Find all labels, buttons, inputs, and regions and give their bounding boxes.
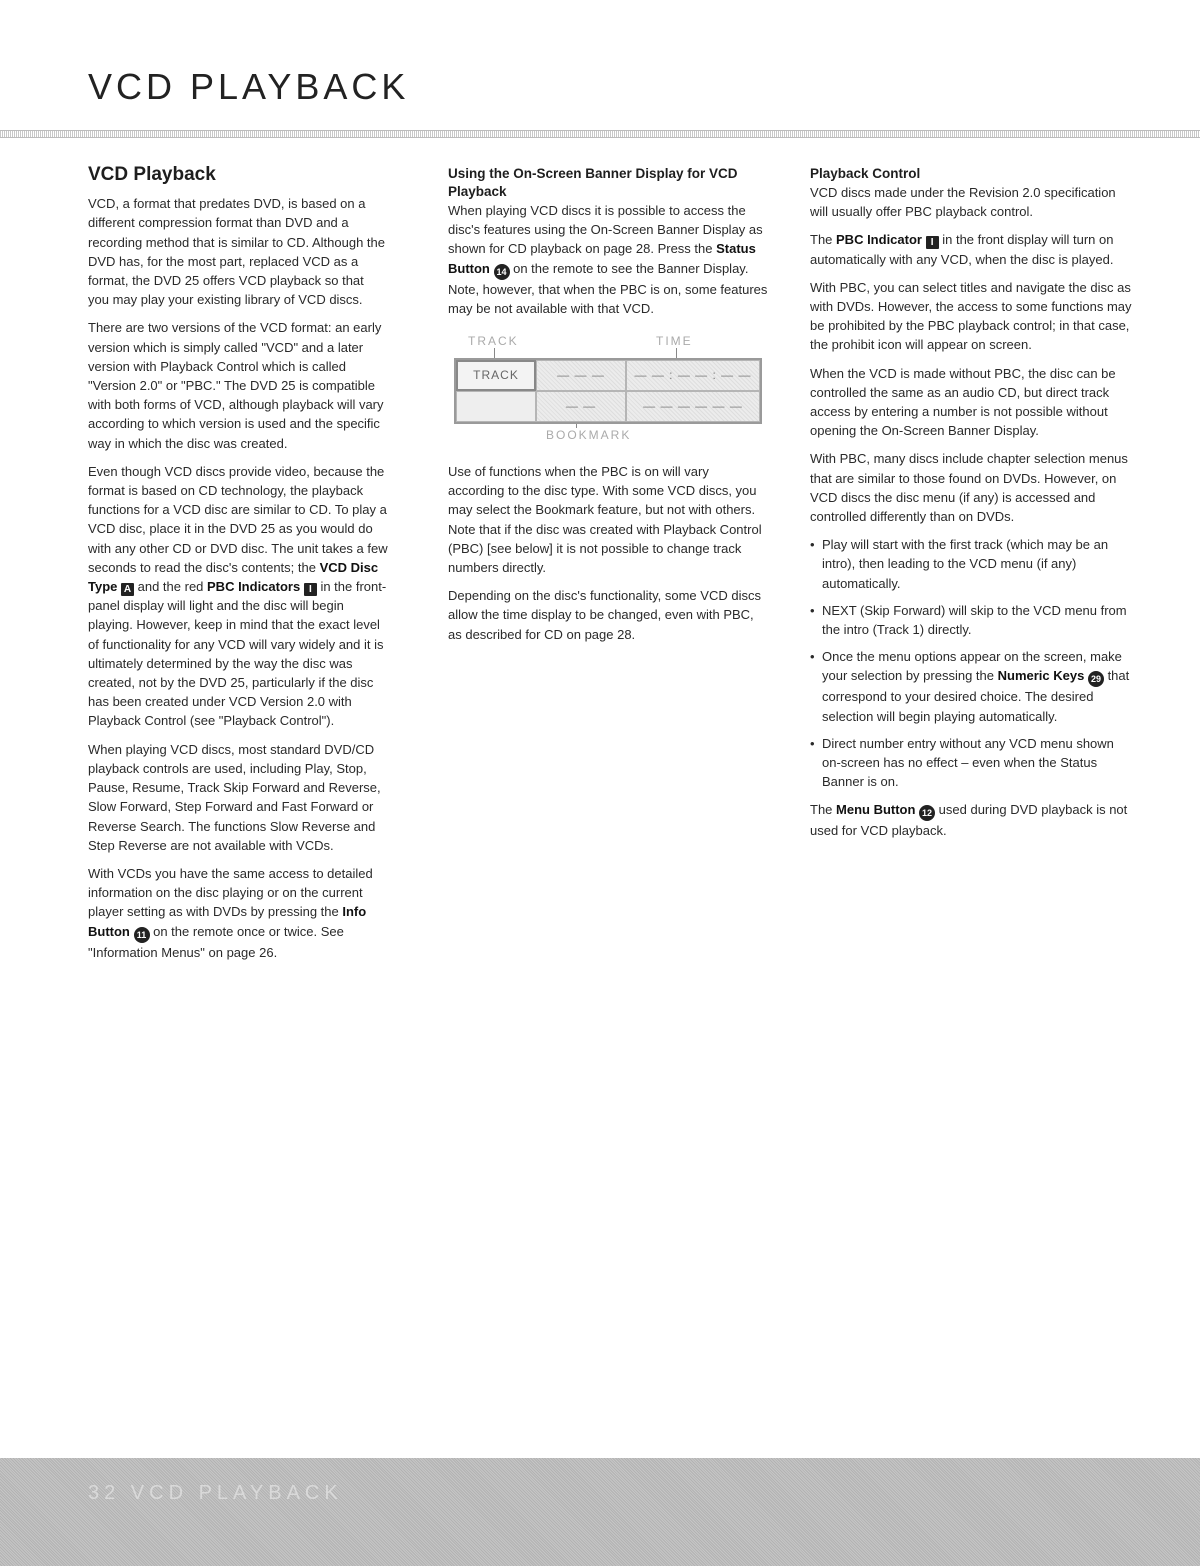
- indicator-a-icon: A: [121, 583, 134, 596]
- list-item: • Direct number entry without any VCD menu shown on-screen has no effect – even when the Status Banner is on.: [810, 734, 1132, 792]
- paragraph: Depending on the disc's functionality, some VCD discs allow the time display to be changed, even with PBC, as described for CD on page 28.: [448, 588, 761, 642]
- paragraph: With VCDs you have the same access to detailed information on the disc playing or on the current player setting as with DVDs by pressing the Info Button 11 on the remote once or twice. See "Information Menus" on page 26.: [88, 865, 373, 960]
- indicator-i-icon: I: [926, 236, 939, 249]
- indicator-i-icon: I: [304, 583, 317, 596]
- footer-band: [0, 1458, 1200, 1566]
- pbc-indicator-label: PBC Indicator: [836, 232, 922, 248]
- list-item: • Play will start with the first track (which may be an intro), then leading to the VCD menu (if any) automatically.: [810, 535, 1132, 593]
- paragraph: When playing VCD discs it is possible to access the disc's features using the On-Screen Banner Display as shown for CD playback on page 28. Press the Status Button 14 on the remote to see the Banner Display. Note, however, that when the PBC is on, some features may be not available with that VCD.: [448, 203, 768, 316]
- section-heading-vcd-playback: VCD Playback: [88, 164, 216, 185]
- banner-cell: — — — — — —: [626, 391, 760, 422]
- paragraph: The PBC Indicator I in the front display will turn on automatically with any VCD, when the disc is played.: [810, 232, 1114, 267]
- on-screen-banner: [454, 358, 762, 424]
- paragraph: Even though VCD discs provide video, because the format is based on CD technology, the playback functions for a VCD disc are similar to CD. To play a VCD disc, place it in the DVD 25 as you would do with any other CD or DVD disc. The unit takes a few seconds to read the disc's contents; the VCD Disc Type A and the red PBC Indicators I in the front-panel display will light and the disc will begin playing. However, keep in mind that the exact level of functionality for any VCD will vary widely and it is ultimately determined by the way the disc was created, not by the DVD 25, particularly if the disc has been created under VCD Version 2.0 with Playback Control (see "Playback Control").: [88, 463, 388, 729]
- bullet-list: [810, 535, 1132, 791]
- pbc-indicators-label: PBC Indicators: [207, 579, 301, 595]
- sub-heading-playback-control: Playback Control: [810, 166, 921, 181]
- paragraph: With PBC, you can select titles and navigate the disc as with DVDs. However, the access to some functions may be prohibited by the PBC playback control; in that case, the prohibit icon will appear on screen.: [810, 279, 1132, 353]
- numeric-keys-label: Numeric Keys: [997, 668, 1085, 684]
- page-title: VCD PLAYBACK: [88, 66, 410, 107]
- callout-14-icon: 14: [494, 264, 510, 280]
- list-item: • Once the menu options appear on the screen, make your selection by pressing the Numeric Keys 29 that correspond to your desired choice. The desired selection will begin playing automatically.: [810, 647, 1132, 726]
- figure-label-track: TRACK: [468, 334, 519, 349]
- paragraph: When the VCD is made without PBC, the disc can be controlled the same as an audio CD, but direct track access by entering a number is not possible without opening the On-Screen Banner Display.: [810, 365, 1116, 439]
- column-middle: [448, 165, 768, 653]
- paragraph: There are two versions of the VCD format: an early version which is simply called "VCD" and a later version with Playback Control which is called "Version 2.0" or "PBC." The DVD 25 is compatible with both forms of VCD, although playback will vary according to which version is used and the specific way in which the disc was created.: [88, 320, 384, 451]
- status-button-label: Status Button: [448, 241, 756, 276]
- figure-label-bookmark: BOOKMARK: [546, 428, 632, 443]
- paragraph: The Menu Button 12 used during DVD playback is not used for VCD playback.: [810, 802, 1128, 839]
- banner-display-figure: [448, 332, 758, 442]
- callout-12-icon: 12: [919, 805, 935, 821]
- vcd-disc-type-label: VCD Disc Type: [88, 559, 379, 595]
- banner-cell-track: TRACK: [456, 360, 536, 391]
- figure-label-time: TIME: [656, 334, 693, 349]
- menu-button-label: Menu Button: [836, 802, 916, 818]
- footer-page-label: 32 VCD PLAYBACK: [88, 1482, 343, 1504]
- banner-cell: — — —: [536, 360, 626, 391]
- sub-heading-banner-display: Using the On-Screen Banner Display for VCD Playback: [448, 166, 738, 199]
- paragraph: Use of functions when the PBC is on will vary according to the disc type. With some VCD discs, you may select the Bookmark feature, but not with others. Note that if the disc was created with Playback Control (PBC) [see below] it is not possible to change track numbers directly.: [448, 464, 762, 576]
- list-item: • NEXT (Skip Forward) will skip to the VCD menu from the intro (Track 1) directly.: [810, 601, 1132, 639]
- callout-11-icon: 11: [134, 927, 150, 943]
- callout-29-icon: 29: [1088, 671, 1104, 687]
- paragraph: With PBC, many discs include chapter selection menus that are similar to those found on DVDs. However, on VCD discs the disc menu (if any) is accessed and controlled differently than on DVDs.: [810, 451, 1128, 525]
- column-right: [810, 165, 1132, 850]
- paragraph: When playing VCD discs, most standard DVD/CD playback controls are used, including Play, Stop, Pause, Resume, Track Skip Forward and Reverse, Slow Forward, Step Forward and Fast Forward or Reverse Search. The functions Slow Reverse and Step Reverse are not available with VCDs.: [88, 741, 381, 853]
- paragraph: VCD, a format that predates DVD, is based on a different compression format than DVD and a recording method that is similar to CD. Although the DVD has, for the most part, replaced VCD as a format, the DVD 25 offers VCD playback so that you may play your existing library of VCD discs.: [88, 196, 385, 308]
- banner-cell-empty: [456, 391, 536, 422]
- paragraph: VCD discs made under the Revision 2.0 specification will usually offer PBC playback control.: [810, 185, 1116, 220]
- banner-cell-time: — — : — — : — —: [626, 360, 760, 391]
- banner-cell-bookmark: — —: [536, 391, 626, 422]
- header-rule: [0, 130, 1200, 138]
- column-left: [88, 165, 388, 971]
- info-button-label: Info Button: [88, 904, 367, 939]
